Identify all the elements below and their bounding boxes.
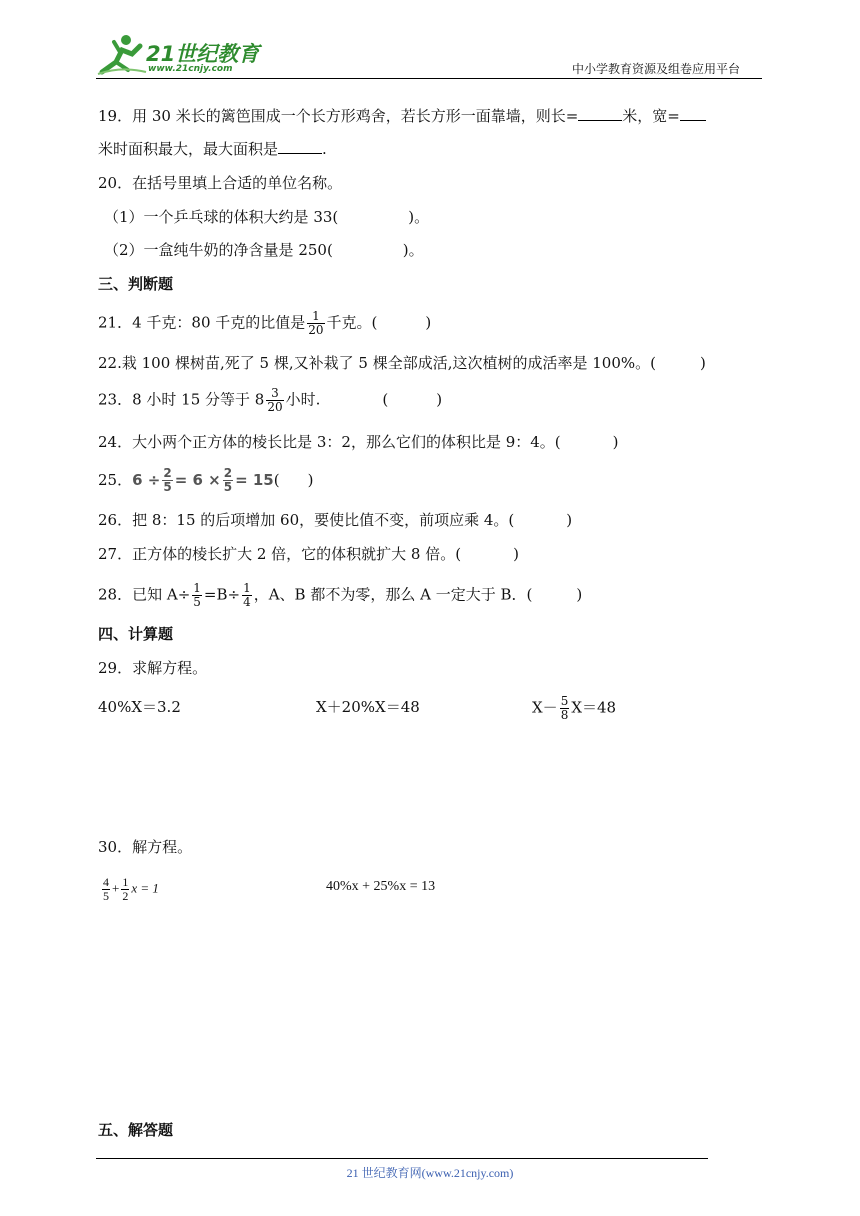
question-22: 22.栽 100 棵树苗,死了 5 棵,又补栽了 5 棵全部成活,这次植树的成活率是 100%。( ) xyxy=(98,354,706,372)
header-divider xyxy=(96,78,762,79)
question-23: 23．8 小时 15 分等于 8 $\frac{3}{20}$ 小时. ( ) xyxy=(98,386,443,414)
answer-blank[interactable] xyxy=(278,139,322,154)
answer-blank[interactable] xyxy=(680,106,706,121)
section-heading: 三、判断题 xyxy=(98,275,174,293)
question-29: 29．求解方程。 xyxy=(98,659,208,677)
question-28: 28．已知 A÷ $\frac{1}{5}$ =B÷ $\frac{1}{4}$ ，A、B 都不为零，那么 A 一定大于 B．( ) xyxy=(98,581,583,609)
fraction: $\frac{1}{4}$ xyxy=(243,581,251,609)
question-19: 19．用 30 米长的篱笆围成一个长方形鸡舍，若长方形一面靠墙，则长= 米，宽= xyxy=(98,106,706,126)
equation: $\frac{4}{5}$ + $\frac{1}{2}$ x = 1 xyxy=(103,875,159,903)
section-heading: 四、计算题 xyxy=(98,625,174,643)
question-21: 21．4 千克：80 千克的比值是 $\frac{1}{20}$ 千克。( ) xyxy=(98,309,432,337)
logo xyxy=(96,32,266,76)
fraction: $\frac{1}{5}$ xyxy=(193,581,201,609)
fraction: $\frac{3}{20}$ xyxy=(267,386,283,414)
section-heading: 五、解答题 xyxy=(98,1121,174,1139)
logo-title: 21世纪教育 xyxy=(146,42,260,66)
fraction: $\frac{4}{5}$ xyxy=(103,875,109,903)
fraction: $\frac{1}{2}$ xyxy=(122,875,129,903)
logo-url: www.21cnjy.com xyxy=(148,64,233,74)
footer-divider xyxy=(96,1158,708,1159)
equation: 40%x + 25%x = 13 xyxy=(326,879,436,894)
fraction: $\frac{1}{20}$ xyxy=(308,309,324,337)
question-25: 25．6 ÷ $\frac{2}{5}$ = 6 × $\frac{2}{5}$ = 15( ) xyxy=(98,466,314,494)
footer-text: 21 世纪教育网(www.21cnjy.com) xyxy=(346,1166,514,1180)
question-19-cont: 米时面积最大，最大面积是 . xyxy=(98,140,327,158)
question-30: 30．解方程。 xyxy=(98,838,193,856)
fraction: $\frac{5}{8}$ xyxy=(560,694,569,722)
equation: X－ $\frac{5}{8}$ X＝48 xyxy=(532,694,617,722)
question-26: 26．把 8：15 的后项增加 60，要使比值不变，前项应乘 4。( ) xyxy=(98,511,573,529)
question-20: 20．在括号里填上合适的单位名称。 xyxy=(98,174,343,192)
question-24: 24．大小两个正方体的棱长比是 3：2，那么它们的体积比是 9：4。( ) xyxy=(98,433,619,451)
equation: X＋20%X＝48 xyxy=(316,698,420,716)
runner-logo-icon xyxy=(96,32,148,76)
question-20-2: （2）一盒纯牛奶的净含量是 250( )。 xyxy=(104,241,424,259)
question-20-1: （1）一个乒乓球的体积大约是 33( )。 xyxy=(104,208,430,226)
platform-name: 中小学教育资源及组卷应用平台 xyxy=(572,62,741,76)
equation: 40%X＝3.2 xyxy=(98,698,181,716)
answer-blank[interactable] xyxy=(578,106,622,121)
expression-image: 6 ÷ $\frac{2}{5}$ = 6 × $\frac{2}{5}$ = 15 xyxy=(132,466,274,494)
question-27: 27．正方体的棱长扩大 2 倍，它的体积就扩大 8 倍。( ) xyxy=(98,545,519,563)
